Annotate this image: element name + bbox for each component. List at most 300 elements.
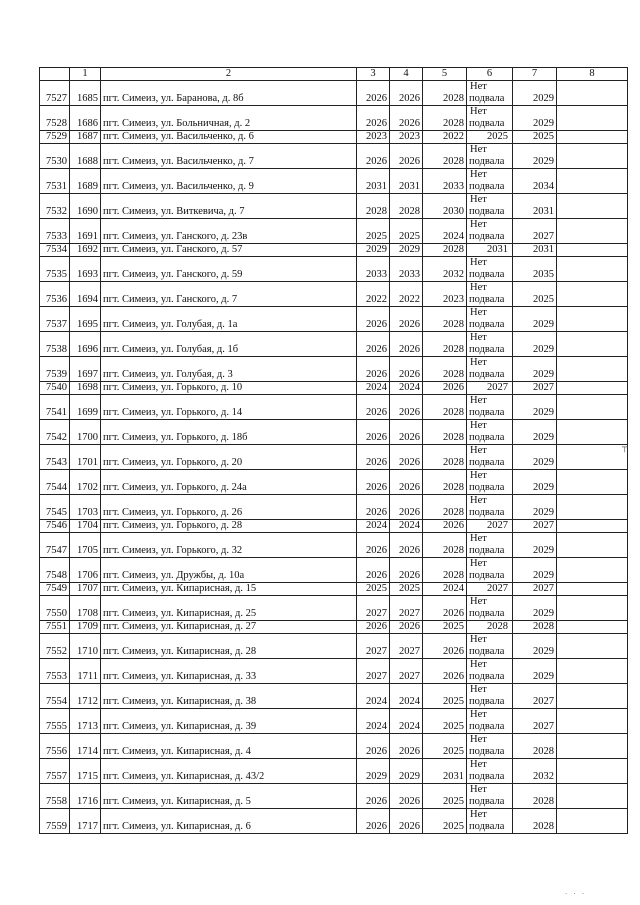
basement-status-line1: Нет	[470, 495, 487, 506]
object-id-cell: 1685	[70, 81, 101, 106]
year-col7-cell: 2029	[513, 332, 557, 357]
row-number-cell: 7545	[40, 495, 70, 520]
basement-status-line1: Нет	[470, 445, 487, 456]
address-cell: пгт. Симеиз, ул. Баранова, д. 8б	[101, 81, 357, 106]
basement-status-line1: Нет	[470, 684, 487, 695]
basement-cell	[467, 445, 513, 470]
basement-status-line1: Нет	[470, 596, 487, 607]
year-col3-cell: 2024	[357, 684, 390, 709]
basement-status-line1: Нет	[470, 194, 487, 205]
year-col3-cell: 2026	[357, 307, 390, 332]
year-col4-cell: 2026	[390, 784, 423, 809]
object-id-cell: 1697	[70, 357, 101, 382]
basement-cell	[467, 784, 513, 809]
address-cell: пгт. Симеиз, ул. Горького, д. 32	[101, 533, 357, 558]
table-row	[40, 194, 628, 219]
row-number-cell: 7555	[40, 709, 70, 734]
year-col3-cell: 2027	[357, 634, 390, 659]
year-col5-cell: 2025	[423, 684, 467, 709]
basement-status-line2: подвала	[469, 821, 505, 832]
table-row	[40, 583, 628, 596]
object-id-cell: 1709	[70, 621, 101, 634]
address-cell: пгт. Симеиз, ул. Голубая, д. 3	[101, 357, 357, 382]
object-id-cell: 1694	[70, 282, 101, 307]
year-col3-cell: 2025	[357, 583, 390, 596]
year-col3-cell: 2024	[357, 520, 390, 533]
basement-status-line2: подвала	[469, 646, 505, 657]
year-col7-cell: 2028	[513, 809, 557, 834]
row-number-cell: 7531	[40, 169, 70, 194]
year-col3-cell: 2026	[357, 495, 390, 520]
basement-cell	[467, 307, 513, 332]
basement-cell: 2031	[467, 244, 513, 257]
basement-cell	[467, 395, 513, 420]
notes-cell	[557, 81, 628, 106]
year-col7-cell: 2027	[513, 382, 557, 395]
year-col5-cell: 2025	[423, 784, 467, 809]
year-col4-cell: 2025	[390, 219, 423, 244]
object-id-cell: 1686	[70, 106, 101, 131]
year-col4-cell: 2026	[390, 621, 423, 634]
basement-status-line2: подвала	[469, 181, 505, 192]
basement-status-line2: подвала	[469, 482, 505, 493]
object-id-cell: 1716	[70, 784, 101, 809]
scan-mark: ┬	[622, 443, 628, 453]
notes-cell	[557, 445, 628, 470]
row-number-cell: 7533	[40, 219, 70, 244]
year-col5-cell: 2024	[423, 583, 467, 596]
address-cell: пгт. Симеиз, ул. Кипарисная, д. 33	[101, 659, 357, 684]
year-col4-cell: 2026	[390, 420, 423, 445]
row-number-cell: 7546	[40, 520, 70, 533]
column-number-row	[40, 68, 628, 81]
year-col3-cell: 2026	[357, 809, 390, 834]
address-cell: пгт. Симеиз, ул. Горького, д. 26	[101, 495, 357, 520]
year-col5-cell: 2028	[423, 470, 467, 495]
address-cell: пгт. Симеиз, ул. Дружбы, д. 10а	[101, 558, 357, 583]
basement-cell	[467, 282, 513, 307]
year-col4-cell: 2033	[390, 257, 423, 282]
address-cell: пгт. Симеиз, ул. Ганского, д. 23в	[101, 219, 357, 244]
table-row	[40, 734, 628, 759]
year-col5-cell: 2025	[423, 709, 467, 734]
notes-cell	[557, 307, 628, 332]
basement-cell	[467, 759, 513, 784]
basement-cell	[467, 709, 513, 734]
table-row	[40, 382, 628, 395]
year-col5-cell: 2026	[423, 596, 467, 621]
notes-cell	[557, 634, 628, 659]
row-number-cell: 7537	[40, 307, 70, 332]
table-row	[40, 684, 628, 709]
scan-mark: · · ·	[565, 890, 587, 898]
address-cell: пгт. Симеиз, ул. Кипарисная, д. 25	[101, 596, 357, 621]
table-row	[40, 307, 628, 332]
year-col5-cell: 2030	[423, 194, 467, 219]
year-col3-cell: 2027	[357, 596, 390, 621]
year-col5-cell: 2028	[423, 533, 467, 558]
basement-cell	[467, 558, 513, 583]
basement-status-line2: подвала	[469, 608, 505, 619]
row-number-cell: 7527	[40, 81, 70, 106]
basement-cell	[467, 470, 513, 495]
basement-status-line2: подвала	[469, 118, 505, 129]
table-row	[40, 634, 628, 659]
table-row	[40, 445, 628, 470]
year-col7-cell: 2028	[513, 621, 557, 634]
year-col7-cell: 2025	[513, 282, 557, 307]
year-col5-cell: 2028	[423, 357, 467, 382]
year-col5-cell: 2022	[423, 131, 467, 144]
address-cell: пгт. Симеиз, ул. Виткевича, д. 7	[101, 194, 357, 219]
year-col4-cell: 2026	[390, 495, 423, 520]
basement-cell	[467, 809, 513, 834]
address-cell: пгт. Симеиз, ул. Кипарисная, д. 15	[101, 583, 357, 596]
year-col5-cell: 2026	[423, 634, 467, 659]
row-number-cell: 7548	[40, 558, 70, 583]
year-col5-cell: 2028	[423, 332, 467, 357]
basement-status-line2: подвала	[469, 721, 505, 732]
year-col3-cell: 2029	[357, 244, 390, 257]
address-cell: пгт. Симеиз, ул. Кипарисная, д. 28	[101, 634, 357, 659]
year-col7-cell: 2029	[513, 106, 557, 131]
object-id-cell: 1692	[70, 244, 101, 257]
address-cell: пгт. Симеиз, ул. Кипарисная, д. 38	[101, 684, 357, 709]
notes-cell	[557, 470, 628, 495]
year-col4-cell: 2026	[390, 395, 423, 420]
basement-status-line1: Нет	[470, 332, 487, 343]
basement-status-line1: Нет	[470, 420, 487, 431]
column-header: 2	[101, 68, 357, 81]
basement-cell	[467, 495, 513, 520]
object-id-cell: 1710	[70, 634, 101, 659]
address-cell: пгт. Симеиз, ул. Васильченко, д. 7	[101, 144, 357, 169]
table-row	[40, 659, 628, 684]
object-id-cell: 1714	[70, 734, 101, 759]
table-row	[40, 621, 628, 634]
object-id-cell: 1689	[70, 169, 101, 194]
basement-status-line1: Нет	[470, 659, 487, 670]
year-col7-cell: 2034	[513, 169, 557, 194]
year-col7-cell: 2029	[513, 420, 557, 445]
object-id-cell: 1705	[70, 533, 101, 558]
year-col3-cell: 2024	[357, 382, 390, 395]
object-id-cell: 1703	[70, 495, 101, 520]
year-col7-cell: 2029	[513, 495, 557, 520]
column-header: 5	[423, 68, 467, 81]
object-id-cell: 1704	[70, 520, 101, 533]
column-header: 7	[513, 68, 557, 81]
row-number-cell: 7541	[40, 395, 70, 420]
row-number-cell: 7529	[40, 131, 70, 144]
year-col7-cell: 2029	[513, 357, 557, 382]
year-col5-cell: 2028	[423, 495, 467, 520]
year-col3-cell: 2026	[357, 558, 390, 583]
year-col3-cell: 2026	[357, 81, 390, 106]
basement-cell	[467, 219, 513, 244]
table-row	[40, 470, 628, 495]
basement-status-line1: Нет	[470, 634, 487, 645]
year-col3-cell: 2033	[357, 257, 390, 282]
column-header: 8	[557, 68, 628, 81]
notes-cell	[557, 332, 628, 357]
object-id-cell: 1696	[70, 332, 101, 357]
table-row	[40, 169, 628, 194]
year-col7-cell: 2028	[513, 784, 557, 809]
year-col5-cell: 2028	[423, 307, 467, 332]
year-col7-cell: 2029	[513, 634, 557, 659]
notes-cell	[557, 659, 628, 684]
year-col5-cell: 2026	[423, 659, 467, 684]
basement-status-line2: подвала	[469, 294, 505, 305]
table-row	[40, 520, 628, 533]
year-col7-cell: 2031	[513, 244, 557, 257]
address-cell: пгт. Симеиз, ул. Горького, д. 18б	[101, 420, 357, 445]
notes-cell	[557, 734, 628, 759]
row-number-cell: 7559	[40, 809, 70, 834]
basement-status-line2: подвала	[469, 671, 505, 682]
year-col5-cell: 2033	[423, 169, 467, 194]
basement-status-line2: подвала	[469, 746, 505, 757]
basement-status-line2: подвала	[469, 696, 505, 707]
year-col5-cell: 2028	[423, 81, 467, 106]
year-col7-cell: 2029	[513, 558, 557, 583]
table-row	[40, 395, 628, 420]
address-cell: пгт. Симеиз, ул. Васильченко, д. 6	[101, 131, 357, 144]
table-row	[40, 332, 628, 357]
year-col4-cell: 2026	[390, 558, 423, 583]
object-id-cell: 1706	[70, 558, 101, 583]
basement-status-line2: подвала	[469, 156, 505, 167]
basement-status-line2: подвала	[469, 206, 505, 217]
notes-cell	[557, 420, 628, 445]
column-header: 3	[357, 68, 390, 81]
object-id-cell: 1687	[70, 131, 101, 144]
table-row	[40, 533, 628, 558]
basement-status-line1: Нет	[470, 709, 487, 720]
notes-cell	[557, 583, 628, 596]
table-row	[40, 144, 628, 169]
basement-status-line1: Нет	[470, 357, 487, 368]
year-col7-cell: 2029	[513, 596, 557, 621]
year-col7-cell: 2029	[513, 470, 557, 495]
address-cell: пгт. Симеиз, ул. Васильченко, д. 9	[101, 169, 357, 194]
notes-cell	[557, 784, 628, 809]
row-number-cell: 7538	[40, 332, 70, 357]
table-row	[40, 131, 628, 144]
table-row	[40, 219, 628, 244]
object-id-cell: 1688	[70, 144, 101, 169]
basement-cell	[467, 684, 513, 709]
basement-status-line1: Нет	[470, 257, 487, 268]
table-row	[40, 759, 628, 784]
row-number-cell: 7547	[40, 533, 70, 558]
year-col7-cell: 2028	[513, 734, 557, 759]
basement-status-line1: Нет	[470, 81, 487, 92]
year-col3-cell: 2026	[357, 395, 390, 420]
year-col4-cell: 2031	[390, 169, 423, 194]
register-table	[39, 67, 628, 834]
basement-cell	[467, 659, 513, 684]
year-col4-cell: 2026	[390, 307, 423, 332]
notes-cell	[557, 558, 628, 583]
year-col7-cell: 2029	[513, 659, 557, 684]
year-col5-cell: 2028	[423, 106, 467, 131]
basement-cell	[467, 533, 513, 558]
year-col7-cell: 2029	[513, 445, 557, 470]
basement-status-line2: подвала	[469, 570, 505, 581]
row-number-cell: 7556	[40, 734, 70, 759]
year-col5-cell: 2028	[423, 420, 467, 445]
year-col7-cell: 2025	[513, 131, 557, 144]
year-col5-cell: 2028	[423, 144, 467, 169]
address-cell: пгт. Симеиз, ул. Ганского, д. 7	[101, 282, 357, 307]
row-number-cell: 7553	[40, 659, 70, 684]
table-row	[40, 558, 628, 583]
year-col4-cell: 2026	[390, 106, 423, 131]
year-col4-cell: 2024	[390, 520, 423, 533]
basement-status-line2: подвала	[469, 457, 505, 468]
year-col7-cell: 2029	[513, 144, 557, 169]
table-row	[40, 257, 628, 282]
basement-cell: 2025	[467, 131, 513, 144]
year-col7-cell: 2029	[513, 533, 557, 558]
notes-cell	[557, 244, 628, 257]
address-cell: пгт. Симеиз, ул. Кипарисная, д. 4	[101, 734, 357, 759]
object-id-cell: 1715	[70, 759, 101, 784]
basement-cell	[467, 106, 513, 131]
basement-status-line2: подвала	[469, 319, 505, 330]
year-col7-cell: 2027	[513, 684, 557, 709]
year-col5-cell: 2026	[423, 382, 467, 395]
basement-cell: 2028	[467, 621, 513, 634]
object-id-cell: 1713	[70, 709, 101, 734]
row-number-cell: 7544	[40, 470, 70, 495]
year-col4-cell: 2026	[390, 357, 423, 382]
year-col3-cell: 2026	[357, 445, 390, 470]
year-col4-cell: 2024	[390, 684, 423, 709]
year-col3-cell: 2026	[357, 470, 390, 495]
object-id-cell: 1699	[70, 395, 101, 420]
table-row	[40, 420, 628, 445]
year-col4-cell: 2026	[390, 81, 423, 106]
basement-cell	[467, 420, 513, 445]
year-col4-cell: 2026	[390, 533, 423, 558]
address-cell: пгт. Симеиз, ул. Горького, д. 14	[101, 395, 357, 420]
object-id-cell: 1698	[70, 382, 101, 395]
table-row	[40, 809, 628, 834]
notes-cell	[557, 533, 628, 558]
basement-cell	[467, 257, 513, 282]
basement-status-line2: подвала	[469, 432, 505, 443]
table-row	[40, 709, 628, 734]
object-id-cell: 1701	[70, 445, 101, 470]
year-col3-cell: 2026	[357, 734, 390, 759]
year-col7-cell: 2027	[513, 520, 557, 533]
basement-status-line2: подвала	[469, 269, 505, 280]
row-number-cell: 7554	[40, 684, 70, 709]
year-col4-cell: 2026	[390, 445, 423, 470]
year-col4-cell: 2027	[390, 659, 423, 684]
address-cell: пгт. Симеиз, ул. Голубая, д. 1б	[101, 332, 357, 357]
notes-cell	[557, 684, 628, 709]
row-number-cell: 7557	[40, 759, 70, 784]
object-id-cell: 1717	[70, 809, 101, 834]
object-id-cell: 1707	[70, 583, 101, 596]
year-col3-cell: 2026	[357, 533, 390, 558]
table-row	[40, 282, 628, 307]
row-number-cell: 7534	[40, 244, 70, 257]
year-col5-cell: 2031	[423, 759, 467, 784]
notes-cell	[557, 144, 628, 169]
basement-status-line1: Нет	[470, 759, 487, 770]
row-number-cell: 7535	[40, 257, 70, 282]
year-col4-cell: 2024	[390, 382, 423, 395]
year-col7-cell: 2027	[513, 219, 557, 244]
notes-cell	[557, 495, 628, 520]
object-id-cell: 1700	[70, 420, 101, 445]
notes-cell	[557, 169, 628, 194]
basement-status-line2: подвала	[469, 771, 505, 782]
basement-status-line1: Нет	[470, 809, 487, 820]
year-col4-cell: 2026	[390, 809, 423, 834]
address-cell: пгт. Симеиз, ул. Кипарисная, д. 27	[101, 621, 357, 634]
year-col5-cell: 2028	[423, 558, 467, 583]
basement-status-line2: подвала	[469, 507, 505, 518]
basement-status-line1: Нет	[470, 307, 487, 318]
year-col5-cell: 2028	[423, 395, 467, 420]
basement-cell	[467, 144, 513, 169]
year-col3-cell: 2026	[357, 784, 390, 809]
year-col5-cell: 2028	[423, 244, 467, 257]
object-id-cell: 1695	[70, 307, 101, 332]
year-col4-cell: 2026	[390, 332, 423, 357]
basement-cell: 2027	[467, 583, 513, 596]
row-number-cell: 7558	[40, 784, 70, 809]
year-col3-cell: 2026	[357, 357, 390, 382]
basement-status-line2: подвала	[469, 407, 505, 418]
basement-status-line1: Нет	[470, 533, 487, 544]
row-number-cell: 7550	[40, 596, 70, 621]
year-col3-cell: 2025	[357, 219, 390, 244]
column-header: 1	[70, 68, 101, 81]
row-number-cell: 7543	[40, 445, 70, 470]
basement-cell	[467, 169, 513, 194]
row-number-cell: 7549	[40, 583, 70, 596]
register-table-body	[40, 68, 628, 834]
address-cell: пгт. Симеиз, ул. Кипарисная, д. 43/2	[101, 759, 357, 784]
basement-status-line2: подвала	[469, 344, 505, 355]
object-id-cell: 1712	[70, 684, 101, 709]
table-row	[40, 106, 628, 131]
year-col4-cell: 2029	[390, 759, 423, 784]
year-col3-cell: 2027	[357, 659, 390, 684]
address-cell: пгт. Симеиз, ул. Горького, д. 10	[101, 382, 357, 395]
year-col7-cell: 2029	[513, 81, 557, 106]
notes-cell	[557, 621, 628, 634]
notes-cell	[557, 257, 628, 282]
year-col5-cell: 2026	[423, 520, 467, 533]
basement-cell	[467, 357, 513, 382]
basement-cell	[467, 332, 513, 357]
year-col3-cell: 2026	[357, 332, 390, 357]
year-col3-cell: 2023	[357, 131, 390, 144]
basement-cell	[467, 634, 513, 659]
year-col4-cell: 2022	[390, 282, 423, 307]
basement-cell: 2027	[467, 382, 513, 395]
year-col7-cell: 2032	[513, 759, 557, 784]
row-number-cell: 7530	[40, 144, 70, 169]
